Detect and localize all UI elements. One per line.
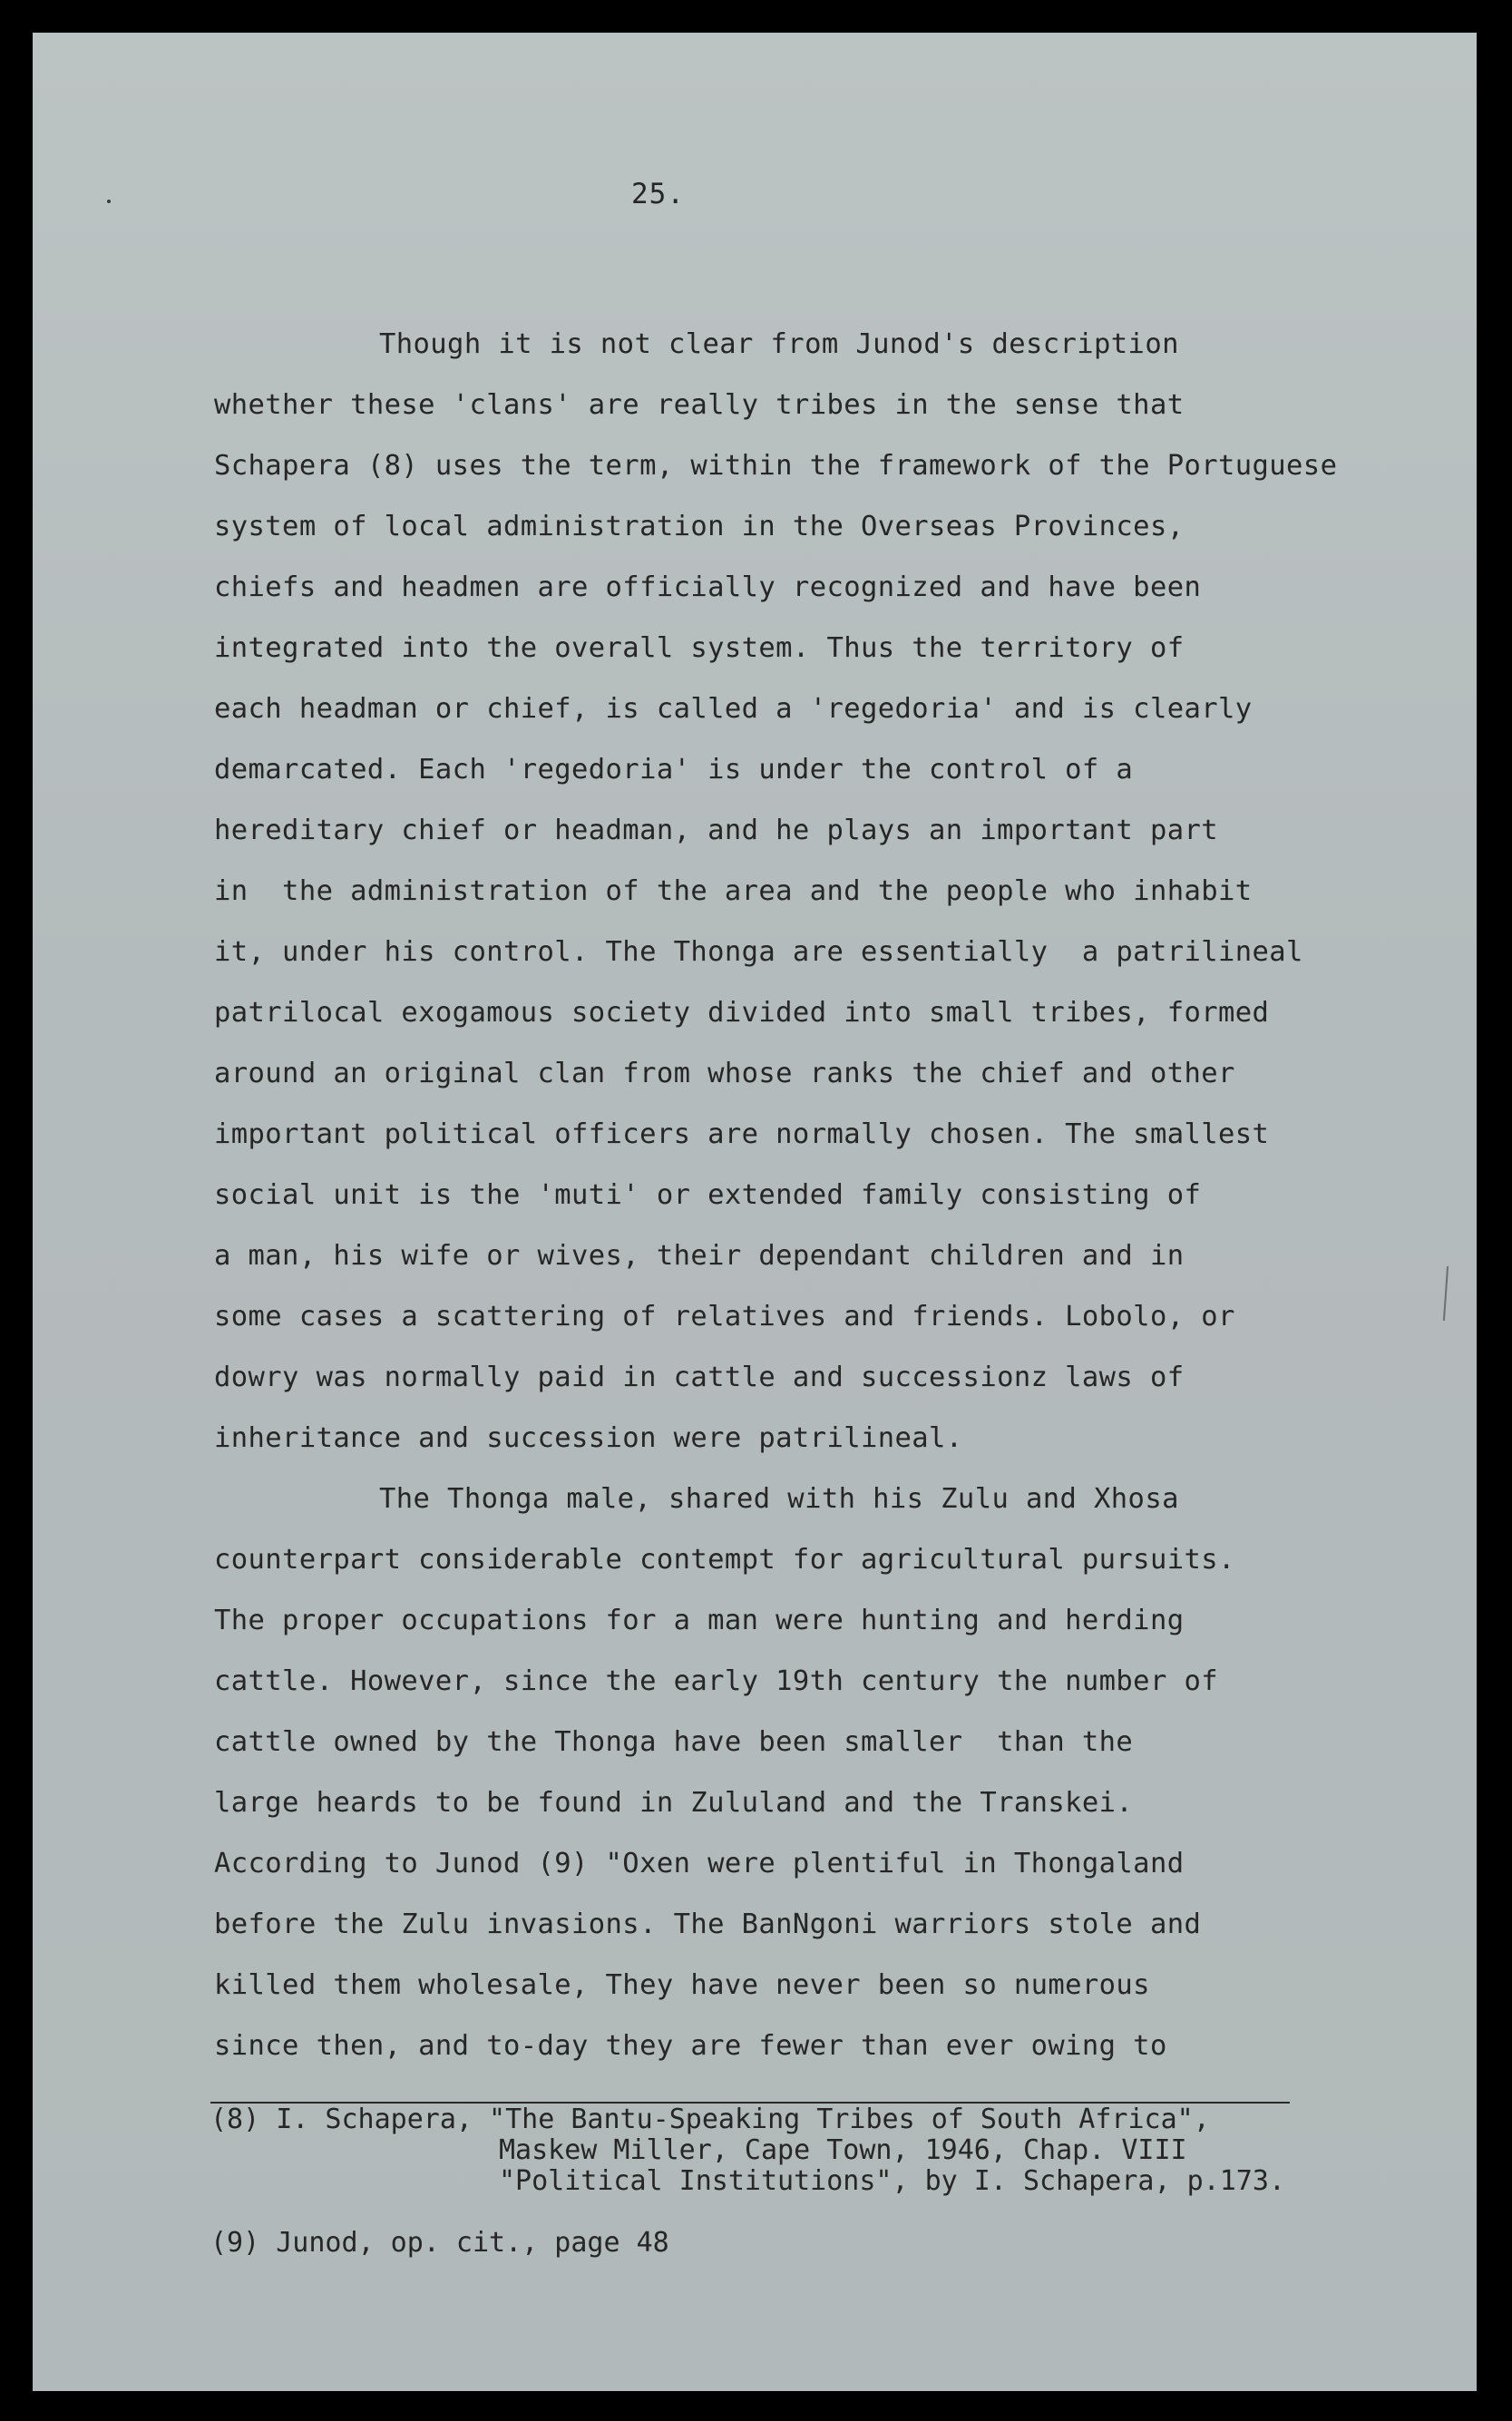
text-line: chiefs and headmen are officially recognized and have been: [214, 571, 1202, 603]
typewritten-page: [33, 33, 1477, 2391]
text-line: important political officers are normally chosen. The smallest: [214, 1118, 1270, 1150]
text-line: a man, his wife or wives, their dependant children and in: [214, 1240, 1185, 1272]
footnote-8-continued: "Political Institutions", by I. Schapera, p.173.: [499, 2165, 1285, 2197]
text-line: The Thonga male, shared with his Zulu and Xhosa: [379, 1483, 1179, 1515]
text-line: it, under his control. The Thonga are essentially a patrilineal: [214, 936, 1303, 968]
text-line: Schapera (8) uses the term, within the framework of the Portuguese: [214, 450, 1338, 482]
text-line: around an original clan from whose ranks the chief and other: [214, 1058, 1235, 1089]
footnotes: [210, 2104, 1471, 2270]
text-line: some cases a scattering of relatives and friends. Lobolo, or: [214, 1301, 1235, 1333]
text-line: hereditary chief or headman, and he plays an important part: [214, 815, 1218, 846]
text-line: whether these 'clans' are really tribes in the sense that: [214, 389, 1185, 421]
text-line: since then, and to-day they are fewer than ever owing to: [214, 2030, 1167, 2062]
text-line: counterpart considerable contempt for agricultural pursuits.: [214, 1544, 1235, 1576]
text-line: According to Junod (9) "Oxen were plentiful in Thongaland: [214, 1848, 1185, 1879]
text-line: The proper occupations for a man were hunting and herding: [214, 1605, 1185, 1636]
text-line: in the administration of the area and the people who inhabit: [214, 875, 1253, 907]
page-number: 25.: [631, 178, 685, 210]
text-line: dowry was normally paid in cattle and successionz laws of: [214, 1362, 1185, 1393]
text-line: before the Zulu invasions. The BanNgoni warriors stole and: [214, 1908, 1202, 1940]
text-line: cattle. However, since the early 19th century the number of: [214, 1665, 1218, 1697]
footnote-8: (8) I. Schapera, "The Bantu-Speaking Tribes of South Africa",: [210, 2104, 1210, 2135]
text-line: integrated into the overall system. Thus the territory of: [214, 632, 1185, 664]
text-line: each headman or chief, is called a 'regedoria' and is clearly: [214, 693, 1253, 725]
text-line: demarcated. Each 'regedoria' is under the control of a: [214, 754, 1134, 786]
text-line: inheritance and succession were patrilineal.: [214, 1422, 963, 1454]
footnote-8-continued: Maskew Miller, Cape Town, 1946, Chap. VIII: [499, 2134, 1187, 2166]
text-line: large heards to be found in Zululand and the Transkei.: [214, 1787, 1134, 1819]
text-line: killed them wholesale, They have never been so numerous: [214, 1969, 1150, 2001]
text-line: system of local administration in the Overseas Provinces,: [214, 511, 1185, 542]
text-line: patrilocal exogamous society divided into small tribes, formed: [214, 997, 1270, 1029]
text-line: Though it is not clear from Junod's description: [379, 328, 1179, 360]
text-line: social unit is the 'muti' or extended family consisting of: [214, 1179, 1202, 1211]
ink-speck: [107, 200, 111, 203]
text-line: cattle owned by the Thonga have been smaller than the: [214, 1726, 1134, 1758]
body-text: [214, 314, 1484, 2076]
footnote-9: (9) Junod, op. cit., page 48: [210, 2227, 669, 2259]
